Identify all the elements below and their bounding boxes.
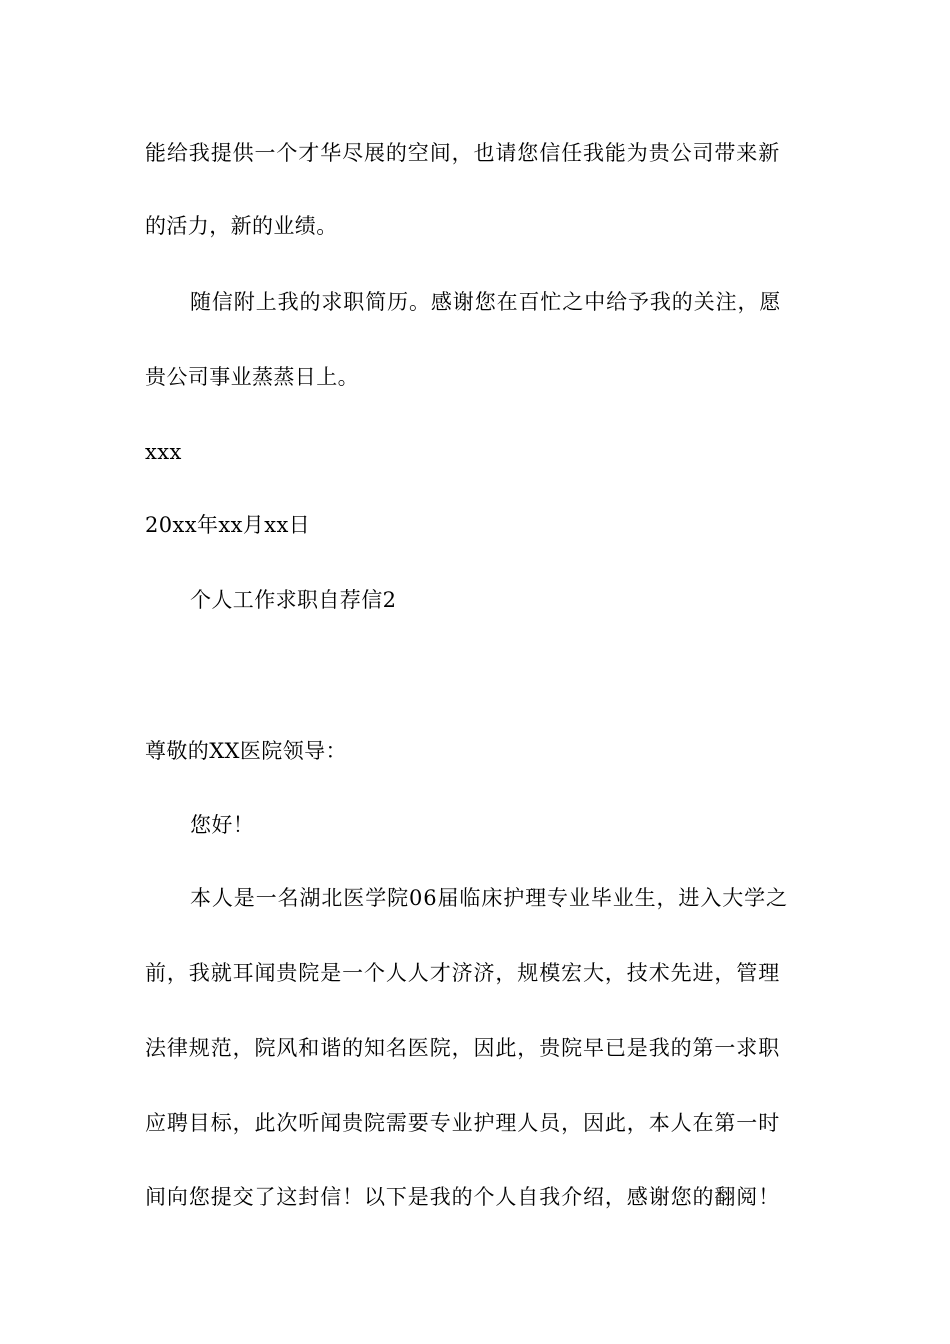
paragraph-line: 间向您提交了这封信！以下是我的个人自我介绍，感谢您的翻阅！ xyxy=(145,1185,781,1209)
paragraph-line: 贵公司事业蒸蒸日上。 xyxy=(145,365,359,389)
paragraph-line: 随信附上我的求职简历。感谢您在百忙之中给予我的关注，愿 xyxy=(190,290,782,314)
signature-date: 20xx年xx月xx日 xyxy=(145,513,311,537)
paragraph-line: 应聘目标，此次听闻贵院需要专业护理人员，因此，本人在第一时 xyxy=(145,1111,781,1135)
signature-name: xxx xyxy=(145,440,182,464)
paragraph-line: 的活力，新的业绩。 xyxy=(145,214,338,238)
paragraph-line: 本人是一名湖北医学院06届临床护理专业毕业生，进入大学之 xyxy=(190,886,788,910)
greeting: 您好！ xyxy=(190,813,255,837)
salutation: 尊敬的XX医院领导： xyxy=(145,739,347,763)
paragraph-line: 前，我就耳闻贵院是一个人人才济济，规模宏大，技术先进，管理 xyxy=(145,961,781,985)
paragraph-line: 能给我提供一个才华尽展的空间，也请您信任我能为贵公司带来新 xyxy=(145,141,781,165)
paragraph-line: 法律规范，院风和谐的知名医院，因此，贵院早已是我的第一求职 xyxy=(145,1036,781,1060)
section-title: 个人工作求职自荐信2 xyxy=(190,588,397,612)
